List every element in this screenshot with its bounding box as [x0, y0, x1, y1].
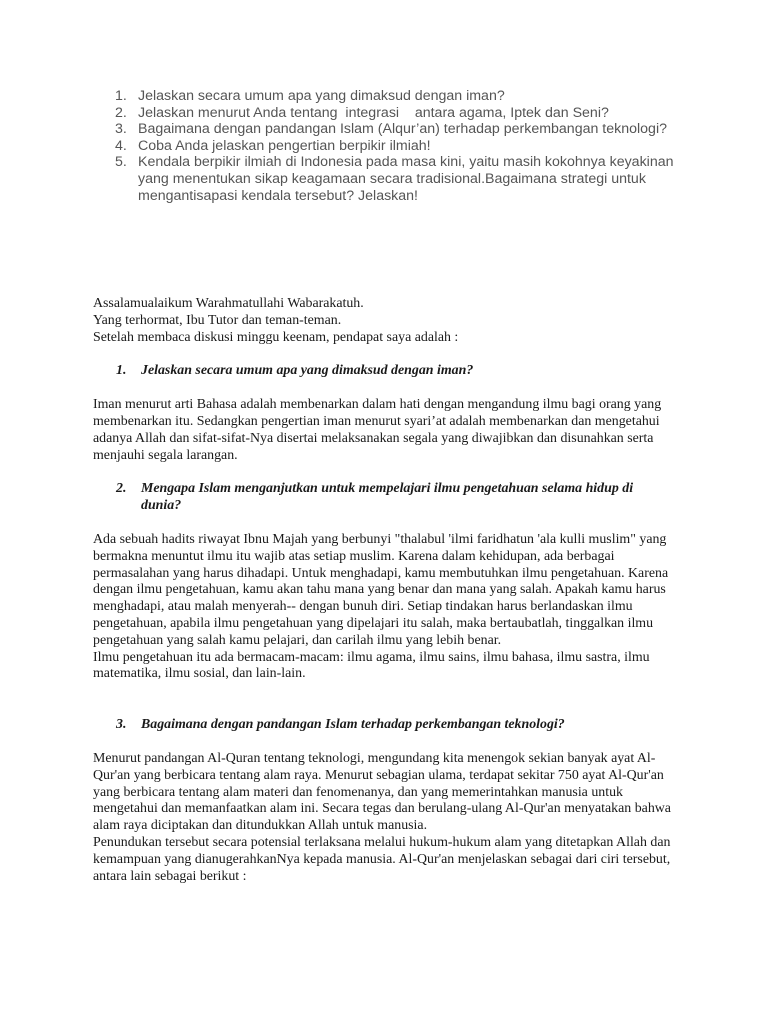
section-paragraph: Penundukan tersebut secara potensial terlaksana melalui hukum-hukum alam yang ditetapkan Allah dan kemampuan yang dianugerahkanNya kepada manusia. Al-Qur'an menjelaskan sebagai dari ciri tersebut, antara lain sebagai berikut : [93, 834, 671, 884]
question-item [112, 138, 692, 155]
question-number: 2. [115, 104, 127, 121]
section-paragraph: Ilmu pengetahuan itu ada bermacam-macam: ilmu agama, ilmu sains, ilmu bahasa, ilmu sastra, ilmu matematika, ilmu sosial, dan lain-lain. [93, 649, 650, 682]
section-heading [93, 363, 683, 380]
section-heading-text: Mengapa Islam menganjutkan untuk mempelajari ilmu pengetahuan selama hidup di dunia? [141, 481, 634, 514]
greeting [93, 296, 683, 346]
section-heading [93, 717, 683, 734]
question-number: 3. [115, 121, 127, 138]
section-paragraph: Iman menurut arti Bahasa adalah membenarkan dalam hati dengan mengandung ilmu bagi orang yang membenarkan itu. Sedangkan pengertian iman menurut syari’at adalah membenarkan dan mengetahui adanya Allah dan sifat-sifat-Nya disertai melaksanakan segala yang diwajibkan dan disunahkan serta menjauhi segala larangan. [93, 397, 662, 463]
question-text: Kendala berpikir ilmiah di Indonesia pada masa kini, yaitu masih kokohnya keyakinan yang menentukan sikap keagamaan secara tradisional.Bagaimana strategi untuk mengantisapasi kendala tersebut? Jelaskan! [138, 154, 674, 204]
question-text: Jelaskan menurut Anda tentang integrasi antara agama, Iptek dan Seni? [138, 104, 609, 121]
section-heading-text: Bagaimana dengan pandangan Islam terhadap perkembangan teknologi? [141, 717, 565, 733]
question-text: Bagaimana dengan pandangan Islam (Alqur’an) terhadap perkembangan teknologi? [138, 121, 667, 138]
greeting-line: Assalamualaikum Warahmatullahi Wabarakatuh. [93, 296, 364, 311]
question-number: 5. [115, 154, 127, 171]
section-heading [93, 481, 683, 515]
greeting-line: Setelah membaca diskusi minggu keenam, pendapat saya adalah : [93, 329, 459, 345]
question-item [112, 88, 692, 105]
question-list [112, 88, 692, 204]
section-paragraph: Menurut pandangan Al-Quran tentang teknologi, mengundang kita menengok sekian banyak ayat Al-Qur'an yang berbicara tentang alam raya. Menurut sebagian ulama, terdapat sekitar 750 ayat Al-Qur'an yang berbicara tentang alam materi dan fenomenanya, dan yang memerintahkan manusia untuk mengetahui dan memanfaatkan alam ini. Secara tegas dan berulang-ulang Al-Qur'an menyatakan bahwa alam raya diciptakan dan ditundukkan Allah untuk manusia. [93, 750, 671, 834]
question-item [112, 154, 692, 204]
question-item [112, 121, 692, 138]
greeting-line: Yang terhormat, Ibu Tutor dan teman-teman. [93, 312, 342, 328]
section-number: 3. [116, 717, 127, 733]
question-item [112, 105, 692, 122]
section-paragraph: Ada sebuah hadits riwayat Ibnu Majah yang berbunyi "thalabul 'ilmi faridhatun 'ala kulli muslim" yang bermakna menuntut ilmu itu wajib atas setiap muslim. Karena dalam kehidupan, ada berbagai permasalahan yang harus dihadapi. Untuk menghadapi, kamu membutuhkan ilmu pengetahuan. Karena dengan ilmu pengetahuan, kamu akan tahu mana yang benar dan mana yang salah. Apakah kamu harus menghadapi, atau malah menyerah-- dengan bunuh diri. Setiap tindakan harus berlandaskan ilmu pengetahuan, apabila ilmu pengetahuan yang dipelajari itu salah, maka bertaubatlah, tinggalkan ilmu pengetahuan yang salah kamu pelajari, dan carilah ilmu yang lebih benar. [93, 531, 669, 648]
section-heading-text: Jelaskan secara umum apa yang dimaksud dengan iman? [141, 363, 474, 379]
question-number: 4. [115, 137, 127, 154]
answer-body [93, 296, 683, 885]
question-text: Coba Anda jelaskan pengertian berpikir ilmiah! [138, 137, 431, 154]
question-text: Jelaskan secara umum apa yang dimaksud dengan iman? [138, 88, 505, 104]
question-number: 1. [115, 88, 127, 104]
section-number: 1. [116, 363, 127, 379]
section-number: 2. [116, 481, 127, 497]
